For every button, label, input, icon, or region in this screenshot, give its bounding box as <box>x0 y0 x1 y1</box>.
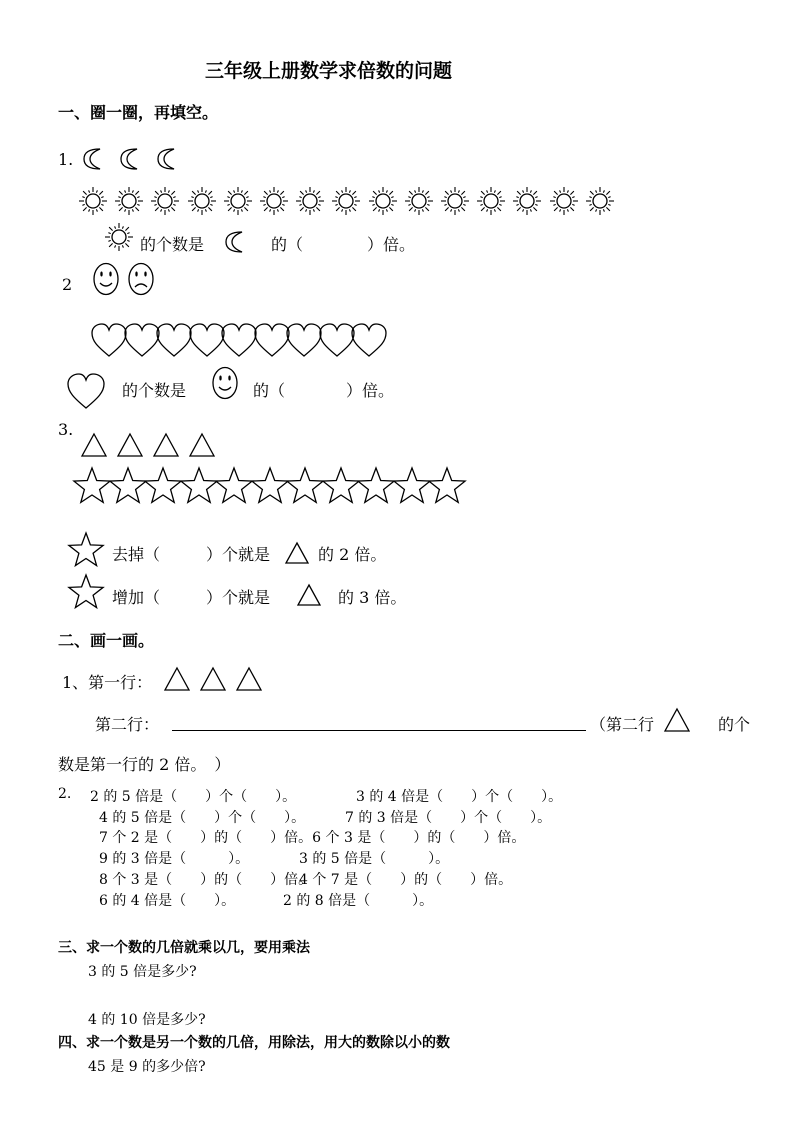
section-3-question-2: 4 的 10 倍是多少? <box>88 1012 206 1028</box>
sun-icon <box>223 186 253 216</box>
triangle-icon <box>284 541 310 565</box>
sun-icon <box>114 186 144 216</box>
star-icon <box>179 466 219 506</box>
sun-icon <box>404 186 434 216</box>
q2-fill-text-a: 的个数是 <box>122 381 187 400</box>
section-4-question-1: 45 是 9 的多少倍? <box>88 1059 206 1075</box>
heart-icon <box>66 372 106 410</box>
heart-icon <box>350 322 388 358</box>
fill-in-line: 7 的 3 倍是（ ）个（ ）。 <box>345 810 552 826</box>
triangle-icon <box>296 583 322 607</box>
star-icon <box>66 531 106 569</box>
fill-in-line: 3 的 5 倍是（ ）。 <box>299 851 450 867</box>
q3-fill2-text-a: 增加（ <box>112 588 161 607</box>
star-icon <box>285 466 325 506</box>
fill-in-line: 4 的 5 倍是（ ）个（ ）。 <box>99 810 306 826</box>
q2-2-number: 2. <box>58 786 72 802</box>
q3-fill1-text-c: 的 2 倍。 <box>318 545 387 564</box>
sun-icon <box>585 186 615 216</box>
star-icon <box>214 466 254 506</box>
section-4-heading: 四、求一个数是另一个数的几倍，用除法，用大的数除以小的数 <box>58 1035 450 1051</box>
q2-number: 2 <box>62 275 73 294</box>
sad-face-icon <box>127 262 155 296</box>
star-icon <box>143 466 183 506</box>
q3-fill1-text-a: 去掉（ <box>112 545 161 564</box>
triangle-icon <box>199 666 227 692</box>
star-icon <box>108 466 148 506</box>
sun-icon <box>259 186 289 216</box>
row2-note-b: 的个 <box>718 715 751 734</box>
star-icon <box>321 466 361 506</box>
row1-label: 1、第一行： <box>62 673 153 692</box>
fill-in-line: 6 的 4 倍是（ ）。 <box>99 893 236 909</box>
sun-icon <box>476 186 506 216</box>
star-icon <box>392 466 432 506</box>
q1-fill-text-b: 的（ <box>271 235 304 254</box>
section-1-heading: 一、圈一圈，再填空。 <box>58 103 219 122</box>
section-2-heading: 二、画一画。 <box>58 631 155 650</box>
sun-icon <box>440 186 470 216</box>
moon-icon <box>220 228 252 254</box>
sun-icon <box>150 186 180 216</box>
sun-icon <box>187 186 217 216</box>
triangle-icon <box>188 432 216 458</box>
section-3-heading: 三、求一个数的几倍就乘以几，要用乘法 <box>58 940 310 956</box>
triangle-icon <box>80 432 108 458</box>
star-icon <box>72 466 112 506</box>
sun-icon <box>295 186 325 216</box>
star-icon <box>250 466 290 506</box>
row2-answer-line[interactable] <box>172 710 586 731</box>
moon-icon <box>78 146 110 172</box>
moon-icon <box>152 146 184 172</box>
fill-in-line: 2 的 5 倍是（ ）个（ ）。 <box>90 789 297 805</box>
q2-fill-text-c: ）倍。 <box>346 381 395 400</box>
triangle-icon <box>235 666 263 692</box>
page-title: 三年级上册数学求倍数的问题 <box>205 60 453 82</box>
sun-icon <box>331 186 361 216</box>
q3-fill2-text-b: ）个就是 <box>206 588 271 607</box>
sun-icon <box>78 186 108 216</box>
q1-number: 1. <box>58 150 74 169</box>
sun-icon <box>512 186 542 216</box>
fill-in-line: 7 个 2 是（ ）的（ ）倍。6 个 3 是（ ）的（ ）倍。 <box>99 830 526 846</box>
triangle-icon <box>116 432 144 458</box>
moon-icon <box>115 146 147 172</box>
fill-in-line: 3 的 4 倍是（ ）个（ ）。 <box>356 789 563 805</box>
star-icon <box>356 466 396 506</box>
q3-fill1-text-b: ）个就是 <box>206 545 271 564</box>
q1-fill-text-c: ）倍。 <box>367 235 416 254</box>
row2-note-a: （第二行 <box>590 715 655 734</box>
smile-face-icon <box>92 262 120 296</box>
sun-icon <box>549 186 579 216</box>
smile-face-icon <box>211 366 239 400</box>
row2-label: 第二行： <box>95 715 160 734</box>
sun-icon <box>104 222 134 252</box>
fill-in-line: 2 的 8 倍是（ ）。 <box>283 893 434 909</box>
q1-fill-text-a: 的个数是 <box>140 235 205 254</box>
triangle-icon <box>152 432 180 458</box>
q3-number: 3. <box>58 420 74 439</box>
q3-fill2-text-c: 的 3 倍。 <box>338 588 407 607</box>
triangle-icon <box>163 666 191 692</box>
sun-icon <box>368 186 398 216</box>
q2-fill-text-b: 的（ <box>253 381 286 400</box>
row2-note-c: 数是第一行的 2 倍。 ） <box>58 755 231 774</box>
fill-in-line: 8 个 3 是（ ）的（ ）倍。 <box>99 872 313 888</box>
star-icon <box>66 573 106 611</box>
triangle-icon <box>663 707 691 733</box>
section-3-question-1: 3 的 5 倍是多少? <box>88 964 197 980</box>
fill-in-line: 9 的 3 倍是（ ）。 <box>99 851 250 867</box>
star-icon <box>427 466 467 506</box>
fill-in-line: 4 个 7 是（ ）的（ ）倍。 <box>299 872 513 888</box>
